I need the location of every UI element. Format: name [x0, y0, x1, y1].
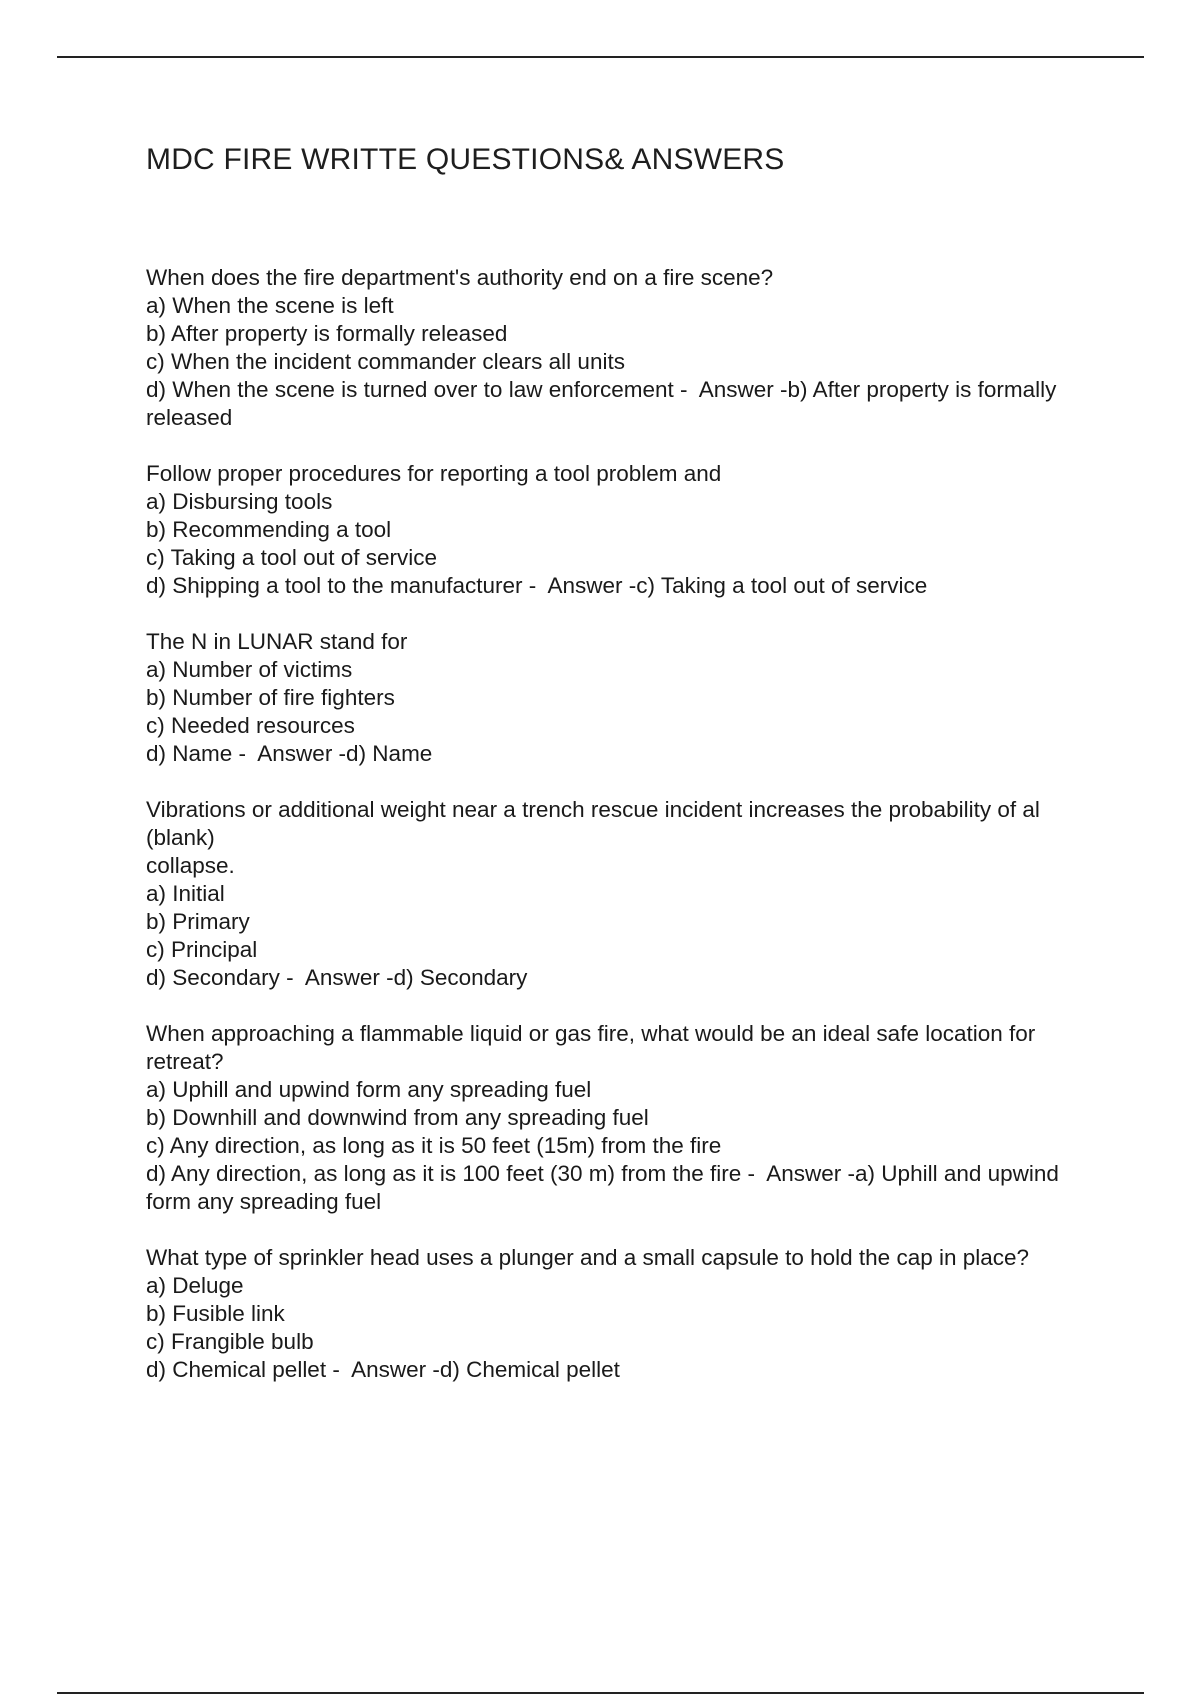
document-title: MDC FIRE WRITTE QUESTIONS& ANSWERS	[146, 143, 785, 176]
option-d-with-answer: d) Chemical pellet - Answer -d) Chemical pellet	[146, 1357, 620, 1382]
option-b: b) After property is formally released	[146, 321, 508, 346]
question-text: Vibrations or additional weight near a trench rescue incident increases the probability of al (blank)	[146, 797, 1047, 850]
option-c: c) Any direction, as long as it is 50 feet (15m) from the fire	[146, 1133, 722, 1158]
option-b: b) Primary	[146, 909, 250, 934]
option-a: a) Deluge	[146, 1273, 244, 1298]
question-block	[146, 460, 1086, 600]
option-b: b) Fusible link	[146, 1301, 285, 1326]
option-a: a) Uphill and upwind form any spreading fuel	[146, 1077, 592, 1102]
question-text: Follow proper procedures for reporting a tool problem and	[146, 461, 722, 486]
question-block	[146, 1020, 1086, 1216]
option-b: b) Number of fire fighters	[146, 685, 395, 710]
question-text: What type of sprinkler head uses a plunger and a small capsule to hold the cap in place?	[146, 1245, 1030, 1270]
question-text-continued: collapse.	[146, 853, 235, 878]
question-block	[146, 628, 1086, 768]
option-a: a) When the scene is left	[146, 293, 394, 318]
option-d-with-answer: d) When the scene is turned over to law enforcement - Answer -b) After property is formally released	[146, 377, 1063, 430]
option-a: a) Disbursing tools	[146, 489, 333, 514]
option-d-with-answer: d) Any direction, as long as it is 100 feet (30 m) from the fire - Answer -a) Uphill and upwind form any spreading fuel	[146, 1161, 1066, 1214]
questions-list	[146, 264, 1086, 1412]
option-d-with-answer: d) Secondary - Answer -d) Secondary	[146, 965, 528, 990]
option-c: c) Taking a tool out of service	[146, 545, 437, 570]
option-c: c) When the incident commander clears all units	[146, 349, 625, 374]
question-text: When approaching a flammable liquid or gas fire, what would be an ideal safe location for retreat?	[146, 1021, 1042, 1074]
option-c: c) Principal	[146, 937, 258, 962]
question-block	[146, 796, 1086, 992]
option-d-with-answer: d) Shipping a tool to the manufacturer - Answer -c) Taking a tool out of service	[146, 573, 928, 598]
option-a: a) Number of victims	[146, 657, 353, 682]
option-a: a) Initial	[146, 881, 225, 906]
question-block	[146, 1244, 1086, 1384]
question-text: When does the fire department's authority end on a fire scene?	[146, 265, 774, 290]
option-c: c) Needed resources	[146, 713, 355, 738]
option-c: c) Frangible bulb	[146, 1329, 314, 1354]
question-block	[146, 264, 1086, 432]
option-b: b) Downhill and downwind from any spreading fuel	[146, 1105, 649, 1130]
question-text: The N in LUNAR stand for	[146, 629, 408, 654]
bottom-rule	[57, 1692, 1144, 1694]
option-d-with-answer: d) Name - Answer -d) Name	[146, 741, 433, 766]
option-b: b) Recommending a tool	[146, 517, 392, 542]
top-rule	[57, 56, 1144, 58]
